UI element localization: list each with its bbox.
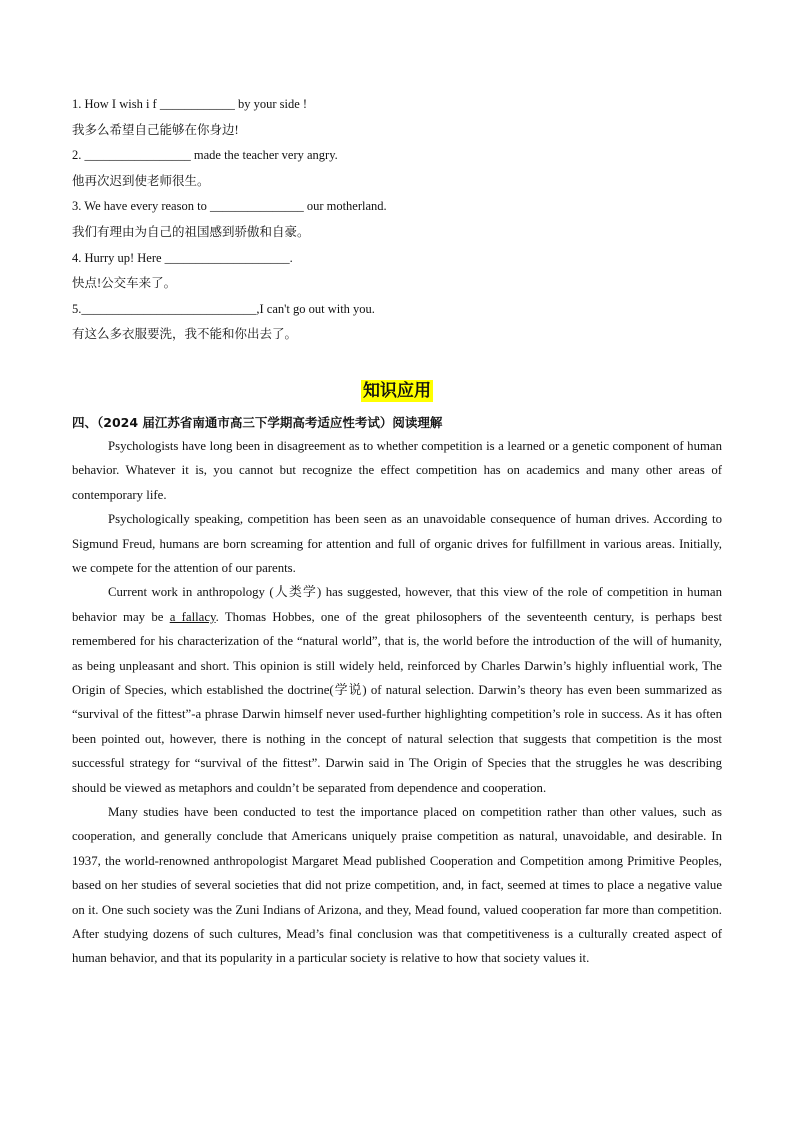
paragraph-3 [72,580,722,800]
translation-exercises [72,92,722,348]
paragraph-3-start: Current work in anthropology (人类学) has suggested, however, that this view of the role of competition in human behavior may be [72,585,722,624]
underlined-phrase: a fallacy [169,609,216,624]
exercise-2-chinese: 他再次迟到使老师很生。 [72,173,210,188]
document-page [72,92,722,971]
exercise-2-english: 2. _________________ made the teacher very angry. [72,148,338,163]
section-title-highlight: 知识应用 [363,380,431,401]
reading-heading: 四、（2024 届江苏省南通市高三下学期高考适应性考试）阅读理解 [72,414,443,430]
paragraph-4: Many studies have been conducted to test the importance placed on competition rather than other values, such as cooperation, and generally conclude that Americans uniquely praise competition as natural, unavoidable, and desirable. In 1937, the world-renowned anthropologist Margaret Mead published Cooperation and Competition among Primitive Peoples, based on her studies of several societies that did not prize competition, and, in fact, seemed at times to place a negative value on it. One such society was the Zuni Indians of Arizona, and they, Mead found, valued cooperation far more than competition. After studying dozens of such cultures, Mead’s final conclusion was that competitiveness is a culturally created aspect of human behavior, and that its popularity in a particular society is relative to how that society values it. [72,805,722,966]
reading-passage [72,434,722,971]
exercise-1-chinese: 我多么希望自己能够在你身边! [72,122,239,137]
paragraph-1: Psychologists have long been in disagreement as to whether competition is a learned or a genetic component of human behavior. Whatever it is, you cannot but recognize the effect competition has on academics and many other areas of contemporary life. [72,438,722,502]
paragraph-3-rest: . Thomas Hobbes, one of the great philosophers of the seventeenth century, is perhaps best remembered for his characterization of the “natural world”, that is, the world before the introduction of the will of humanity, as being unpleasant and short. This opinion is still widely held, reinforced by Charles Darwin’s highly influential work, The Origin of Species, which established the doctrine(学说) of natural selection. Darwin’s theory has even been summarized as “survival of the fittest”-a phrase Darwin himself never used-further highlighting competition’s role in success. As it has often been pointed out, however, there is nothing in the concept of natural selection that suggests that competition is the most successful strategy for “survival of the fittest”. Darwin said in The Origin of Species that the struggles he was describing should be viewed as metaphors and couldn’t be separated from dependence and cooperation. [72,609,722,795]
exercise-4-chinese: 快点!公交车来了。 [72,276,177,291]
exercise-4-english: 4. Hurry up! Here ____________________. [72,250,293,265]
exercise-1-english: 1. How I wish i f ____________ by your side ! [72,97,308,111]
exercise-3-english: 3. We have every reason to _______________ our motherland. [72,199,387,214]
exercise-5-chinese: 有这么多衣服要洗，我不能和你出去了。 [72,327,298,342]
exercise-5-english: 5.____________________________,I can't go out with you. [72,301,375,316]
section-title [72,380,722,404]
paragraph-2: Psychologically speaking, competition has been seen as an unavoidable consequence of human drives. According to Sigmund Freud, humans are born screaming for attention and full of organic drives for fulfillment in various areas. Initially, we compete for the attention of our parents. [72,512,722,575]
exercise-3-chinese: 我们有理由为自己的祖国感到骄傲和自豪。 [72,224,310,239]
